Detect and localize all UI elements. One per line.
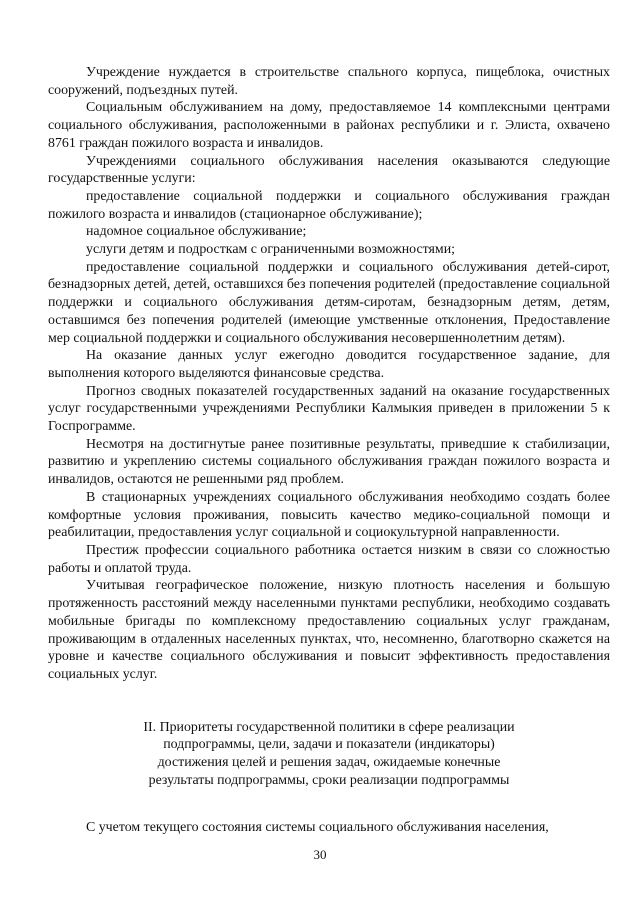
closing-paragraph: С учетом текущего состояния системы социального обслуживания населения, — [86, 820, 549, 836]
paragraph-5: надомное социальное обслуживание; — [86, 224, 307, 240]
section-heading-line-2: подпрограммы, цели, задачи и показатели (индикаторы) — [163, 737, 495, 753]
paragraph-8: На оказание данных услуг ежегодно доводится государственное задание, для выполнения которого выделяются финансовые средства. — [48, 348, 610, 381]
paragraph-4: предоставление социальной поддержки и социального обслуживания граждан пожилого возраста и инвалидов (стационарное обслуживание); — [48, 188, 610, 222]
section-heading-line-3: достижения целей и решения задач, ожидаемые конечные — [157, 755, 501, 771]
page-number: 30 — [313, 847, 327, 862]
paragraph-9: Прогноз сводных показателей государственных заданий на оказание государственных услуг государственными учреждениями Республики Калмыкия приведен в приложении 5 к Госпрограмме. — [48, 383, 610, 435]
paragraph-10: Несмотря на достигнутые ранее позитивные результаты, приведшие к стабилизации, развитию и укреплению системы социального обслуживания граждан пожилого возраста и инвалидов, остаются не решенными ряд проблем. — [48, 436, 610, 488]
section-heading-line-1: II. Приоритеты государственной политики в сфере реализации — [143, 719, 515, 735]
section-heading — [48, 719, 610, 790]
paragraph-2: Социальным обслуживанием на дому, предоставляемое 14 комплексными центрами социального обслуживания, расположенными в районах республики и г. Элиста, охвачено 8761 граждан пожилого возраста и инвалидов. — [48, 100, 610, 151]
paragraph-6: услуги детям и подросткам с ограниченными возможностями; — [86, 242, 455, 258]
section-heading-line-4: результаты подпрограммы, сроки реализации подпрограммы — [148, 772, 510, 788]
paragraph-1: Учреждение нуждается в строительстве спального корпуса, пищеблока, очистных сооружений, подъездных путей. — [48, 65, 610, 98]
paragraph-11: В стационарных учреждениях социального обслуживания необходимо создать более комфортные условия проживания, повысить качество медико-социальной помощи и реабилитации, предоставления услуг социальной и социокультурной направленности. — [48, 489, 610, 541]
paragraph-7: предоставление социальной поддержки и социального обслуживания детей-сирот, безнадзорных детей, детей, оставшихся без попечения родителей (предоставление социальной поддержки и социального обслуживания детям-сиротам, безнадзорным детям, детям, оставшимся без попечения родителей (имеющие умственные отклонения, Предоставление мер социальной поддержки и социального обслуживания несовершеннолетним детям). — [48, 259, 611, 346]
paragraph-3: Учреждениями социального обслуживания населения оказываются следующие государственные услуги: — [48, 153, 610, 187]
paragraph-13: Учитывая географическое положение, низкую плотность населения и большую протяженность расстояний между населенными пунктами республики, необходимо создавать мобильные бригады по комплексному предоставлению социальных услуг гражданам, проживающим в отдаленных населенных пунктах, что, несомненно, благотворно скажется на уровне и качестве социального обслуживания и повысит эффективность предоставления социальных услуг. — [48, 578, 610, 682]
paragraph-12: Престиж профессии социального работника остается низким в связи со сложностью работы и оплатой труда. — [48, 542, 610, 576]
page-body — [48, 64, 610, 837]
